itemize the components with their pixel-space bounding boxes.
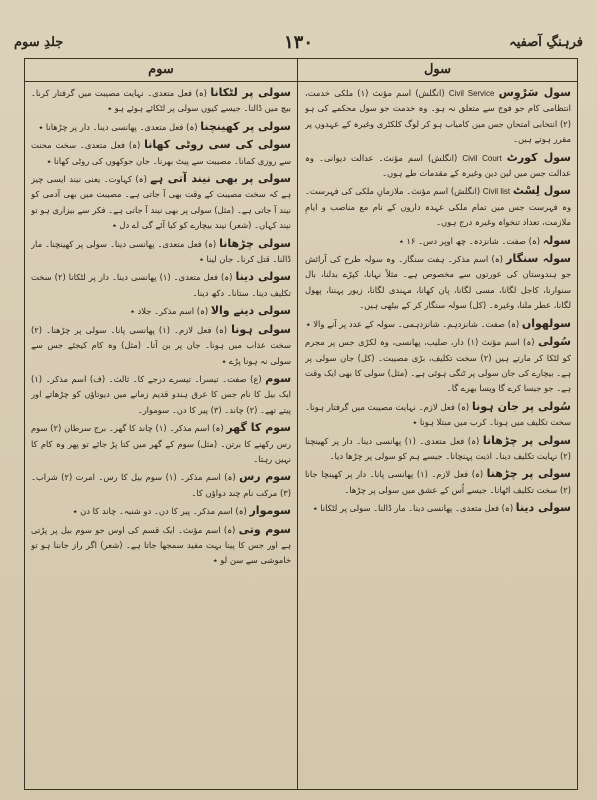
headword: سولہ — [542, 233, 571, 247]
dictionary-entry — [31, 269, 291, 301]
headword: سولہ سنگار — [506, 252, 571, 266]
definition: (ہ) فعل لازم۔ (۱) پھانسی پانا۔ سولی پر چڑھنا۔ (۲) سخت عذاب میں ہونا۔ جان پر بن آنا۔ (مثل) وہ کام کیجئے جس سے سولی نہ ہونا پڑے ٭ — [31, 324, 291, 366]
headword: سول کورٹ — [506, 150, 571, 164]
dictionary-entry — [305, 316, 571, 332]
definition: (ہ) فعل متعدی۔ پھانسی دینا۔ دار پر چڑھانا ٭ — [38, 121, 198, 132]
headword: سوم — [265, 371, 291, 385]
dictionary-entry — [305, 399, 571, 431]
dictionary-entry — [31, 303, 291, 319]
page-number: ١٣٠ — [283, 32, 313, 53]
dictionary-entry — [31, 137, 291, 169]
right-column-header: سول — [298, 59, 577, 82]
dictionary-entry — [31, 420, 291, 467]
dictionary-entry — [31, 85, 291, 117]
definition: (انگلش) اسم مؤنث۔ عدالت دیوانی۔ وہ عدالت جس میں لین دین وغیرہ کے مقدمات طے ہوں۔ — [305, 152, 571, 179]
volume-label: جلدِ سوم — [14, 35, 64, 50]
definition: (ہ) اسم مؤنث۔ ایک قسم کی اوس جو سوم بیل پر پڑتی ہے اور جس کا پینا بہت مفید سمجھا جاتا ہے۔ (شعر) اگر راز جاننا ہو تو خاموشی سے سن لو ٭ — [31, 524, 291, 566]
dictionary-entry — [305, 183, 571, 230]
dictionary-entry — [305, 433, 571, 465]
left-column-header: سوم — [25, 59, 297, 82]
definition: (ہ) اسم مذکر۔ جلاد ٭ — [130, 306, 209, 317]
headword: سولی دینے والا — [210, 304, 291, 318]
dictionary-entry — [305, 251, 571, 314]
definition: (انگلش) اسم مؤنث (۱) ملکی خدمت، انتظامی کام جو فوج سے متعلق نہ ہو۔ وہ خدمت جو سول محکمے کی ہو (۲) انتخابی امتحان جس میں کامیاب ہو کر لوگ کلکٹری وغیرہ کے عہدوں پر مقرر ہوتے ہیں۔ — [305, 88, 571, 145]
headword: سولی پر چڑھانا — [482, 433, 571, 447]
definition: (ہ) اسم مذکر۔ ہفت سنگار۔ وہ سولہ طرح کی آرائش جو ہندوستان کی عورتوں سے مخصوص ہے۔ مثلاً نہانا، کپڑے بدلنا، بال سنوارنا، کاجل لگانا، مسی لگانا، پان کھانا، مہندی لگانا، زیور پہننا، پھول لگانا، عطر ملنا، وغیرہ۔ (کل) سولہ سنگار کر کے بیٹھی ہیں۔ — [305, 254, 571, 311]
definition: (ہ) فعل متعدی۔ نہایت مصیبت میں گرفتار کرنا۔ بیچ میں ڈالنا۔ جیسے کیوں سولی پر لٹکائے ہوئے ہو ٭ — [31, 88, 291, 114]
definition: (ہ) صفت۔ شانزدہم۔ شانزدہمی۔ سولہ کے عدد پر آنے والا ٭ — [306, 318, 520, 329]
dictionary-entry — [31, 171, 291, 234]
english-term: Civil Service — [448, 89, 495, 98]
left-column — [31, 85, 291, 785]
right-column — [305, 85, 571, 785]
headword: سولی دینا — [515, 501, 571, 515]
dictionary-entry — [31, 322, 291, 369]
headword: سول لِسْٹ — [512, 184, 571, 198]
dictionary-entry — [305, 150, 571, 182]
headword: سولی کی سی روٹی کھانا — [144, 138, 291, 152]
dictionary-entry — [31, 119, 291, 135]
headword: سوم وتی — [238, 522, 291, 536]
dictionary-entry — [305, 334, 571, 397]
dictionary-entry — [305, 85, 571, 148]
dictionary-entry — [305, 466, 571, 498]
text-frame — [24, 58, 578, 790]
headword: سوم کا گھر — [226, 421, 291, 435]
headword: سولی پر کھینچنا — [200, 119, 291, 133]
definition: (ہ) فعل متعدی۔ (۱) پھانسی دینا۔ دار پر کھینچنا (۲) نہایت تکلیف دینا۔ اذیت پہنچانا۔ جیسے ہم کو سولی پر چڑھا دیا۔ — [305, 435, 571, 461]
definition: (ہ) اسم مذکر۔ (۱) سوم بیل کا رس۔ امرت (۲) شراب۔ (۳) مرکب نام چند دواؤں کا۔ — [31, 472, 291, 498]
definition: (ہ) کہاوت۔ یعنی نیند ایسی چیز ہے کہ سخت مصیبت کے وقت بھی آ جاتی ہے۔ مصیبت میں بھی آدمی کو نیند آ جاتی ہے۔ (مثل) سولی پر بھی نیند آ جاتی ہے۔ فکر سے بیزاری ہو تو نیند کہاں۔ (شعر) نیند بیچارے کو کیا آئے گی اے دل ٭ — [31, 174, 291, 231]
headword: سُولی — [538, 335, 571, 349]
dictionary-entry — [31, 236, 291, 268]
definition: (ہ) فعل متعدی۔ (۱) پھانسی دینا۔ دار پر لٹکانا (۲) سخت تکلیف دینا۔ ستانا۔ دکھ دینا۔ — [31, 272, 291, 298]
definition: (ہ) اسم مذکر۔ (۱) چاند کا گھر۔ برج سرطان (۲) سوم رس رکھنے کا برتن۔ (مثل) سوم کے گھر میں کتا پڑ جائے تو پھر وہ کام کا نہیں رہتا۔ — [31, 423, 291, 464]
english-term: Civil Court — [462, 153, 502, 163]
headword: سوم رس — [239, 470, 291, 484]
dictionary-entry — [305, 233, 571, 249]
headword: سوموار — [249, 504, 291, 518]
headword: سولی پر بھی نیند آتی ہے — [150, 172, 291, 186]
headword: سُولی پر جان ہونا — [471, 399, 571, 413]
headword: سولی پر چڑھنا — [486, 467, 571, 481]
dictionary-entry — [31, 469, 291, 501]
headword: سولی ہونا — [231, 322, 291, 336]
headword: سول سَرْوِس — [498, 86, 571, 99]
english-term: Civil list — [482, 187, 511, 197]
column-divider — [297, 59, 298, 789]
dictionary-entry — [31, 503, 291, 519]
dictionary-entry — [305, 500, 571, 516]
definition: (ع) صفت۔ تیسرا۔ تیسرے درجے کا۔ ثالث۔ (ف) اسم مذکر۔ (۱) ایک بیل کا نام جس کا عرق ہندو قدیم زمانے میں دیوتاؤں کو چڑھاتے اور پیتے تھے۔ (۲) چاند۔ (۳) پیر کا دن۔ سوموار۔ — [31, 373, 291, 415]
headword: سولی پر لٹکانا — [210, 86, 291, 99]
running-head — [14, 30, 583, 56]
headword: سولھواں — [521, 316, 571, 330]
definition: (ہ) اسم مذکر۔ پیر کا دن۔ دو شنبہ۔ چاند کا دن ٭ — [72, 506, 247, 517]
book-title: فرہنگِ آصفیہ — [509, 35, 583, 50]
definition: (ہ) فعل متعدی۔ سخت محنت سے روزی کمانا۔ مصیبت سے پیٹ بھرنا۔ جان جوکھوں کی روٹی کھانا ٭ — [31, 140, 291, 166]
definition: (ہ) فعل لازم۔ (۱) پھانسی پانا۔ دار پر کھینچا جانا (۲) سخت تکلیف اٹھانا۔ جیسے اُس کے عشق میں سولی پر چڑھا۔ — [305, 469, 571, 495]
headword: سولی دینا — [235, 270, 291, 284]
definition: (ہ) فعل لازم۔ نہایت مصیبت میں گرفتار ہونا۔ سخت تکلیف میں ہونا۔ کرب میں مبتلا ہونا ٭ — [305, 401, 571, 428]
headword: سولی چڑھانا — [219, 236, 291, 250]
definition: (ہ) اسم مؤنث (۱) دار، صلیب، پھانسی، وہ لکڑی جس پر مجرم کو لٹکا کر مارتے ہیں (۲) سخت تکلیف، بڑی مصیبت۔ (کل) جان سولی پر ہے۔ بیچارے کی جان سولی پر ٹنگی ہوئی ہے۔ (مثل) سولی کا بھی ایک وقت ہے۔ جو جیسا کرے گا ویسا بھرے گا۔ — [305, 337, 571, 394]
definition: (ہ) فعل متعدی۔ پھانسی دینا۔ سولی پر کھینچنا۔ مار ڈالنا۔ قتل کرنا۔ جان لینا ٭ — [31, 238, 291, 265]
definition: (انگلش) اسم مؤنث۔ ملازمانِ ملکی کی فہرست۔ وہ فہرست جس میں تمام ملکی عہدہ داروں کے نام مع مناصب و ایامِ ملازمت، تعداد تنخواہ وغیرہ درج ہوں۔ — [305, 186, 571, 228]
definition: (ہ) فعل متعدی۔ پھانسی دینا۔ مار ڈالنا۔ سولی پر لٹکانا ٭ — [312, 503, 514, 514]
definition: (ہ) صفت۔ شانزدہ۔ چھ اوپر دس۔ ۱۶ ٭ — [399, 235, 541, 246]
dictionary-entry — [31, 522, 291, 569]
dictionary-entry — [31, 371, 291, 418]
